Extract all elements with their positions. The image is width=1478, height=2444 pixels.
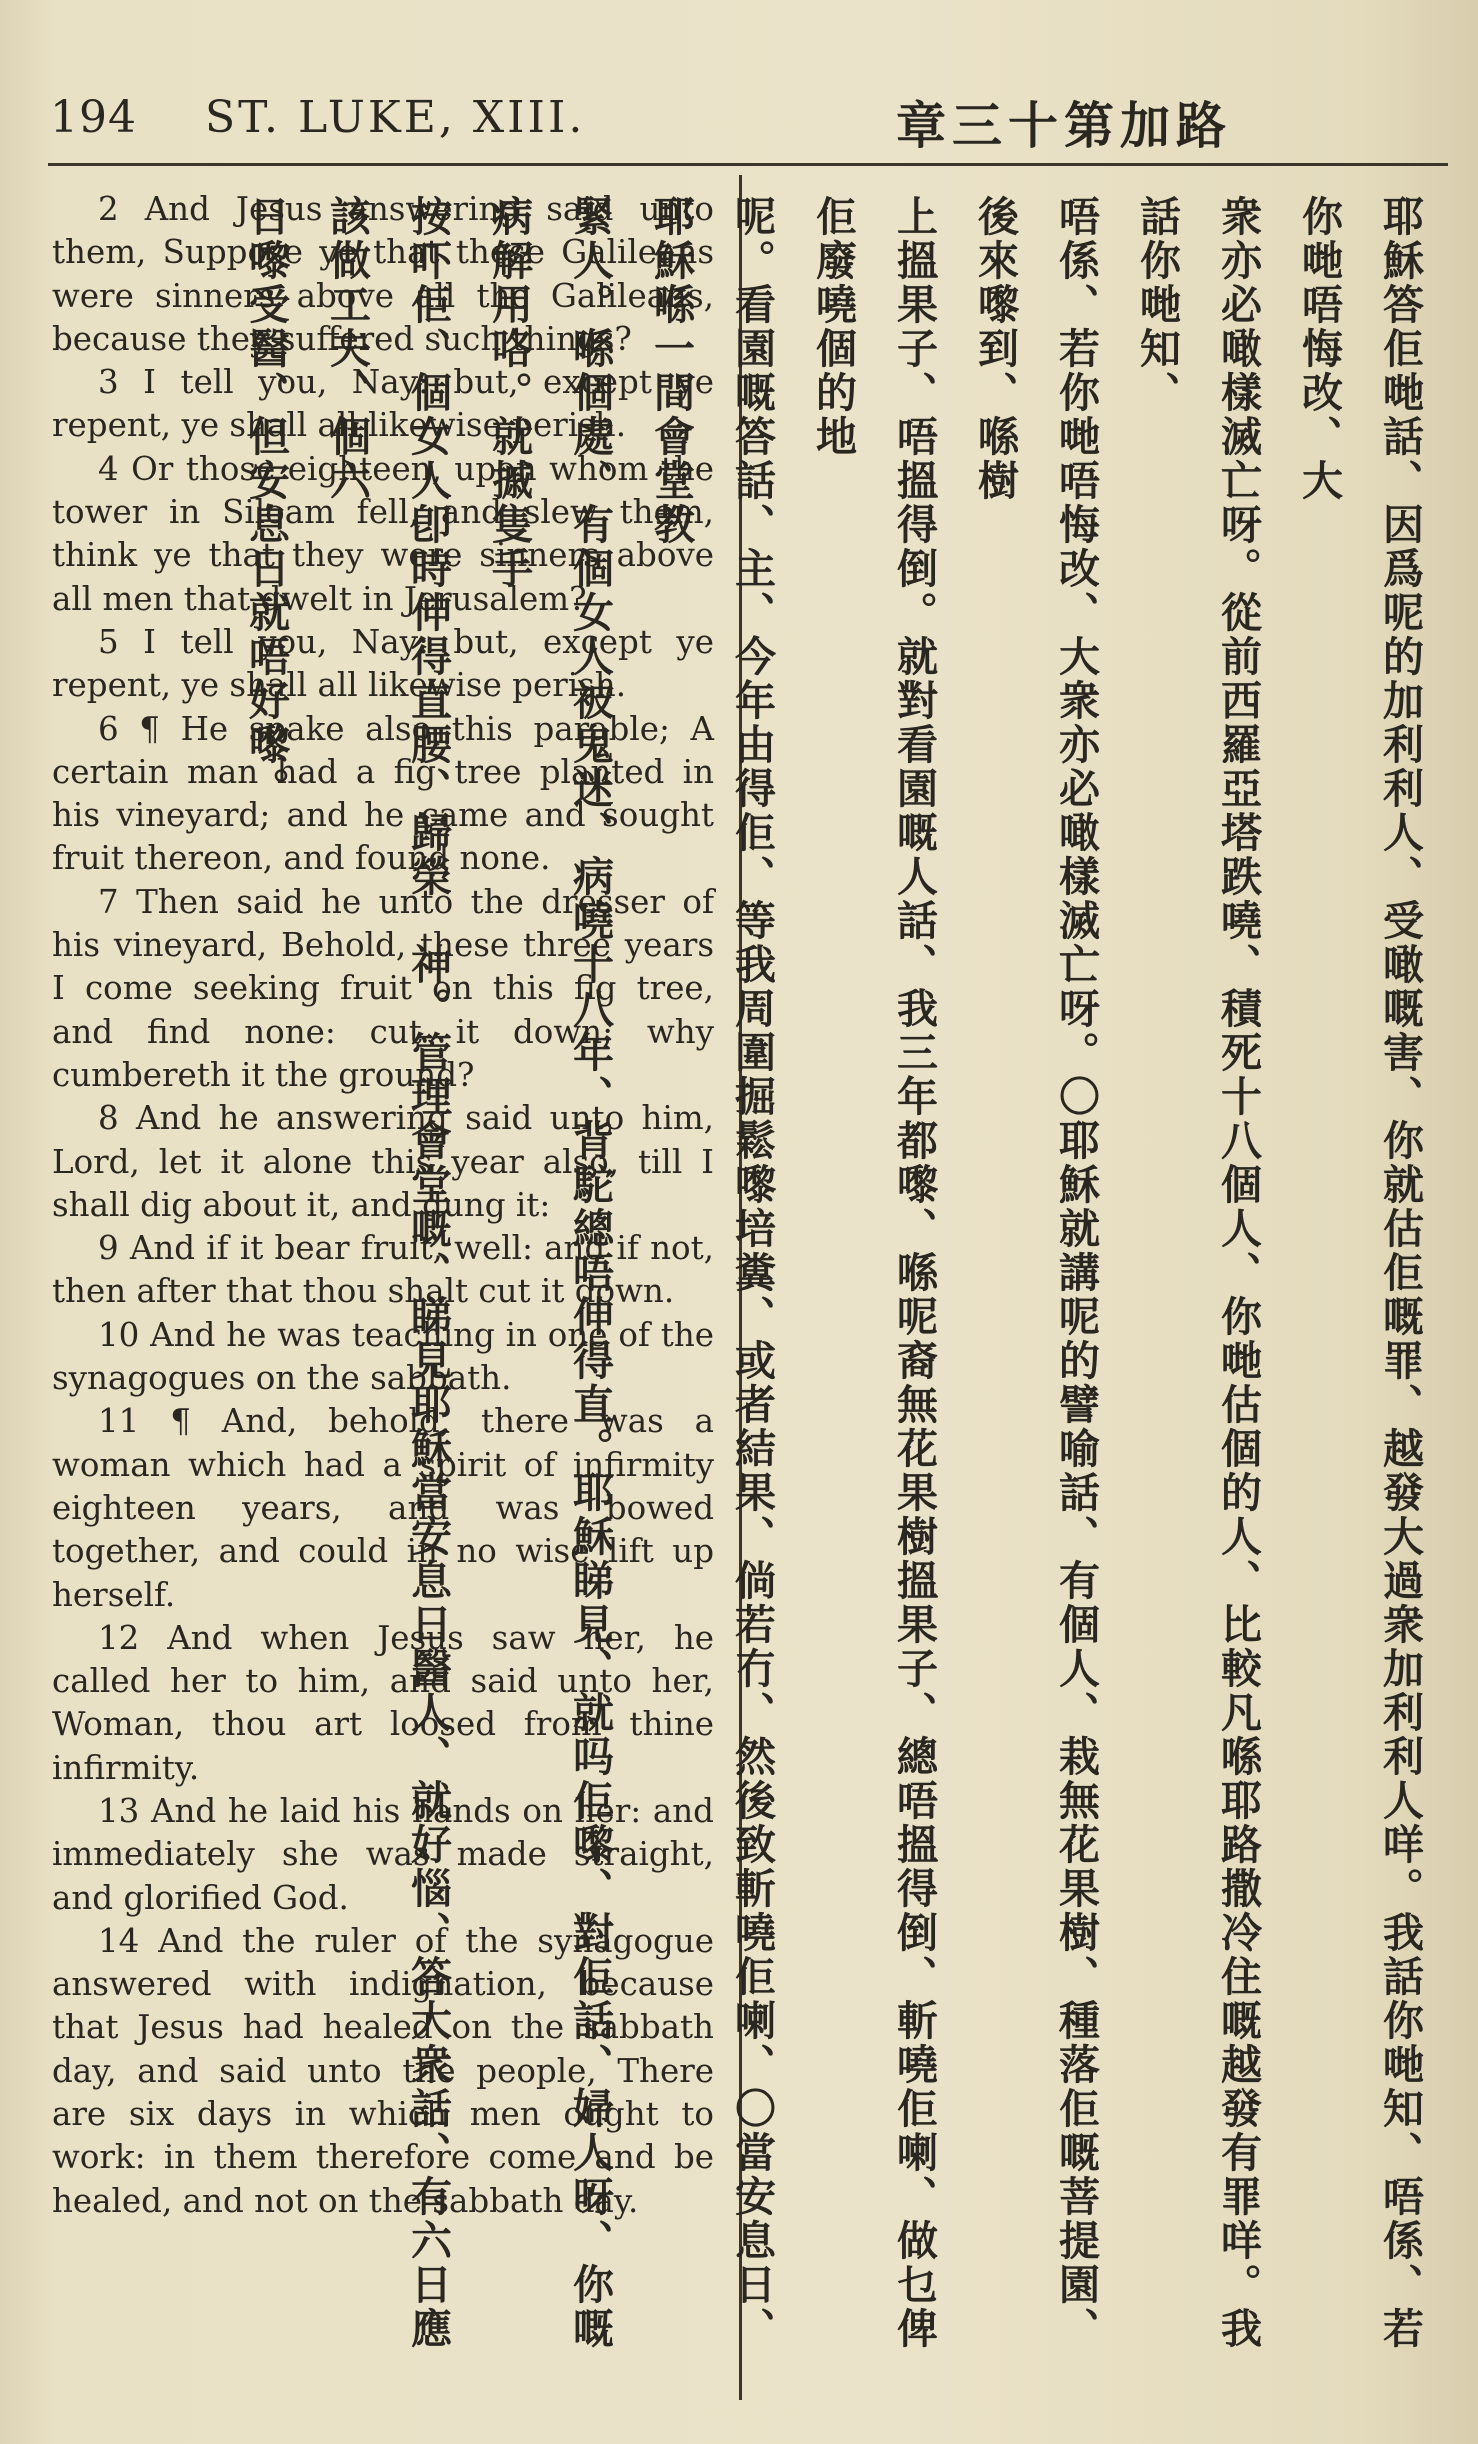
- chinese-line: 日嚟受醫、但安息日就唔好嚟。: [242, 195, 290, 811]
- chinese-line: 緊人。喺個處、有個女人被鬼迷、病嘵十八年、背駝總唔伸得直。耶穌睇見、就吗佢嚟、對佢話、婦人呀、你嘅病解用咯。就摵隻手: [485, 195, 614, 2351]
- english-verse: 8 And he answering said unto him, Lord, let it alone this year also, till I shall dig about it, and dung it:: [52, 1099, 714, 1224]
- english-verse: 10 And he was teaching in one of the synagogues on the sabbath.: [52, 1315, 714, 1398]
- english-verse: 4 Or those eighteen, upon whom the tower in Siloam fell, and slew them, think ye that they were sinners above all men that dwelt in Jerusalem?: [52, 449, 714, 618]
- chinese-line: 按吓佢、個女人卽時伸得直腰、歸榮 神。管理會堂嘅、睇見耶穌當安息日醫人、就好惱、答大衆話、有六日應該做工夫、個六: [323, 195, 452, 2351]
- page-header: [48, 92, 1248, 155]
- running-title: ST. LUKE, XIII.: [205, 92, 586, 143]
- english-verse: 13 And he laid his hands on her: and immediately she was made straight, and glorified God.: [52, 1791, 714, 1917]
- chinese-line: 唔係、若你哋唔悔改、大衆亦必噉樣滅亡呀。〇耶穌就講呢的譬喻話、有個人、栽無花果樹、種落佢嘅菩提園、後來嚟到、喺樹: [971, 195, 1100, 2351]
- chinese-line: 上搵果子、唔搵得倒。就對看園嘅人話、我三年都嚟、喺呢裔無花果樹搵果子、總唔搵得倒、斬嘵佢喇、做乜俾佢廢嘵個的地: [809, 195, 938, 2351]
- english-verse: 11 ¶ And, behold, there was a woman which had a spirit of infirmity eighteen years, and was bowed together, and could in no wise lift up herself.: [52, 1402, 714, 1614]
- english-verse: 7 Then said he unto the dresser of his vineyard, Behold, these three years I come seeking fruit on this fig tree, and find none: cut it down; why cumbereth it the ground?: [52, 882, 714, 1094]
- english-verse: 14 And the ruler of the synagogue answered with indignation, because that Jesus had healed on the sabbath day, and said unto the people, There are six days in which men ought to work: in them therefore come and be healed, and not on the sabbath day.: [52, 1921, 714, 2220]
- english-verse: 3 I tell you, Nay: but, except ye repent, ye shall all likewise perish.: [52, 363, 714, 445]
- english-verse: 5 I tell you, Nay: but, except ye repent, ye shall all likewise perish.: [52, 622, 714, 705]
- english-verse: 6 ¶ He spake also this parable; A certain man had a fig tree planted in his vineyard; and he came and sought fruit thereon, and found none.: [52, 709, 714, 878]
- chinese-line: 衆亦必噉樣滅亡呀。從前西羅亞塔跌嘵、積死十八個人、你哋估個的人、比較凡喺耶路撒冷住嘅越發有罪咩。我話你哋知、: [1133, 195, 1262, 2351]
- english-verse: 2 And Jesus answering said unto them, Suppose ye that these Galileans were sinners above all the Galileans, because they suffered such things?: [52, 190, 714, 358]
- chinese-line: 耶穌答佢哋話、因爲呢的加利利人、受噉嘅害、你就估佢嘅罪、越發大過衆加利利人咩。我話你哋知、唔係、若你哋唔悔改、大: [1295, 195, 1424, 2351]
- english-verse: 12 And when Jesus saw her, he called her to him, and said unto her, Woman, thou art loosed from thine infirmity.: [52, 1618, 714, 1787]
- running-title-chinese: 路加第十三章: [896, 97, 1232, 155]
- chinese-line: 呢。看園嘅答話、主、今年由得佢、等我周圍掘鬆嚟培糞、或者結果、倘若冇、然後致斬嘵佢喇、〇當安息日、耶穌喺一間會堂教: [647, 195, 776, 2351]
- english-verse: 9 And if it bear fruit, well: and if not, then after that thou shalt cut it down.: [52, 1229, 714, 1311]
- page-number: 194: [50, 92, 137, 143]
- header-rule: [48, 163, 1448, 166]
